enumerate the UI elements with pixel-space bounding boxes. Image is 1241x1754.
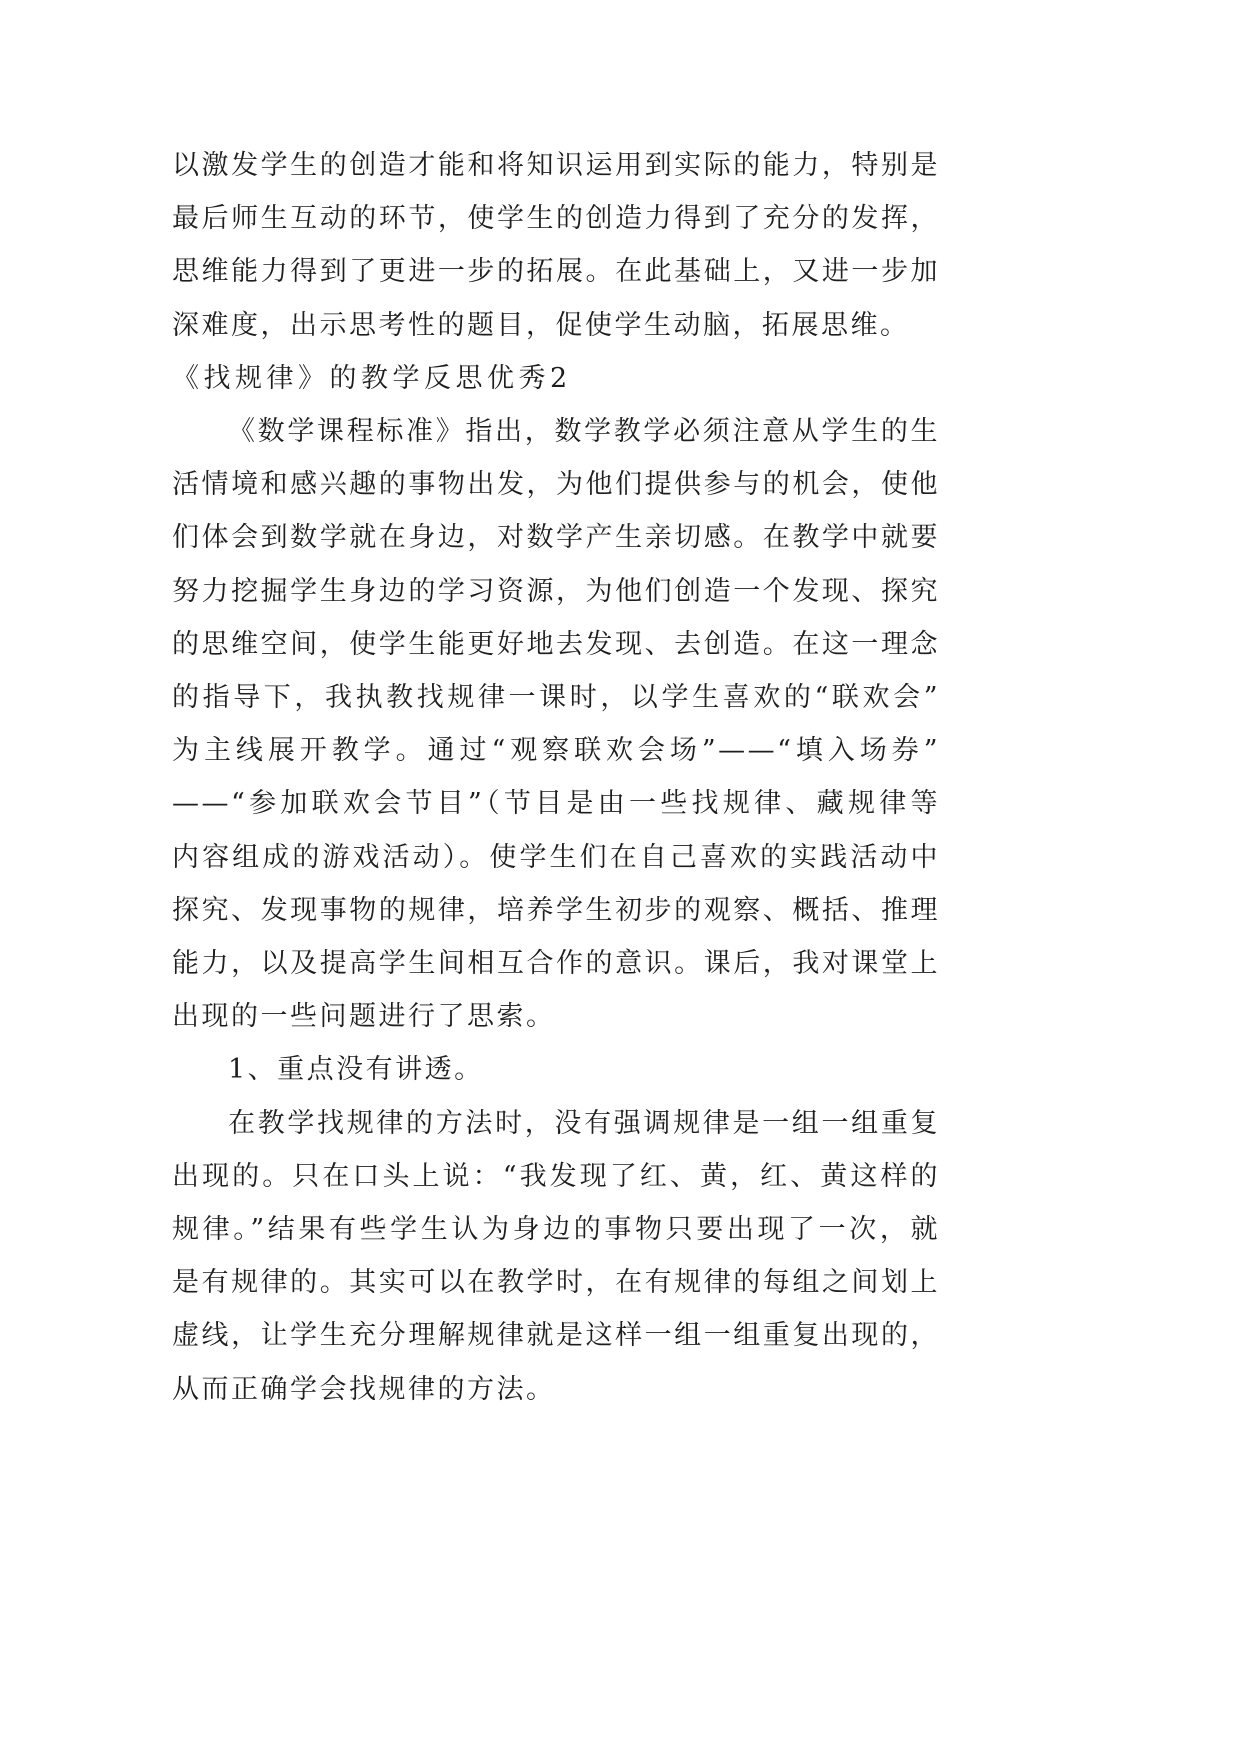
text-line: 规律。”结果有些学生认为身边的事物只要出现了一次，就 <box>172 1214 940 1245</box>
text-line: 能力，以及提高学生间相互合作的意识。课后，我对课堂上 <box>172 948 940 979</box>
text-line: 的指导下，我执教找规律一课时，以学生喜欢的“联欢会” <box>172 682 940 713</box>
text-line: 《数学课程标准》指出，数学教学必须注意从学生的生 <box>228 416 940 447</box>
text-line: 最后师生互动的环节，使学生的创造力得到了充分的发挥， <box>172 203 940 234</box>
text-line: 出现的一些问题进行了思索。 <box>172 1001 556 1032</box>
text-line: 思维能力得到了更进一步的拓展。在此基础上，又进一步加 <box>172 256 940 287</box>
text-line: 在教学找规律的方法时，没有强调规律是一组一组重复 <box>228 1108 940 1139</box>
text-line: 探究、发现事物的规律，培养学生初步的观察、概括、推理 <box>172 895 940 926</box>
text-line: 努力挖掘学生身边的学习资源，为他们创造一个发现、探究 <box>172 576 940 607</box>
text-line: 内容组成的游戏活动）。使学生们在自己喜欢的实践活动中 <box>172 842 940 873</box>
text-line: 为主线展开教学。通过“观察联欢会场”——“填入场券” <box>172 735 940 766</box>
text-line: 深难度，出示思考性的题目，促使学生动脑，拓展思维。 <box>172 310 910 341</box>
text-line: 从而正确学会找规律的方法。 <box>172 1374 556 1405</box>
text-line: 虚线，让学生充分理解规律就是这样一组一组重复出现的， <box>172 1320 940 1351</box>
text-line: 的思维空间，使学生能更好地去发现、去创造。在这一理念 <box>172 629 940 660</box>
text-line: 们体会到数学就在身边，对数学产生亲切感。在教学中就要 <box>172 522 940 553</box>
text-line: 活情境和感兴趣的事物出发，为他们提供参与的机会，使他 <box>172 469 940 500</box>
text-line: ——“参加联欢会节目”（节目是由一些找规律、藏规律等 <box>172 788 940 819</box>
text-line: 出现的。只在口头上说：“我发现了红、黄，红、黄这样的 <box>172 1161 940 1192</box>
point-title: 1、重点没有讲透。 <box>228 1054 484 1085</box>
text-line: 以激发学生的创造才能和将知识运用到实际的能力，特别是 <box>172 150 940 181</box>
text-line: 是有规律的。其实可以在教学时，在有规律的每组之间划上 <box>172 1267 940 1298</box>
section-heading: 《找规律》的教学反思优秀2 <box>172 363 572 394</box>
